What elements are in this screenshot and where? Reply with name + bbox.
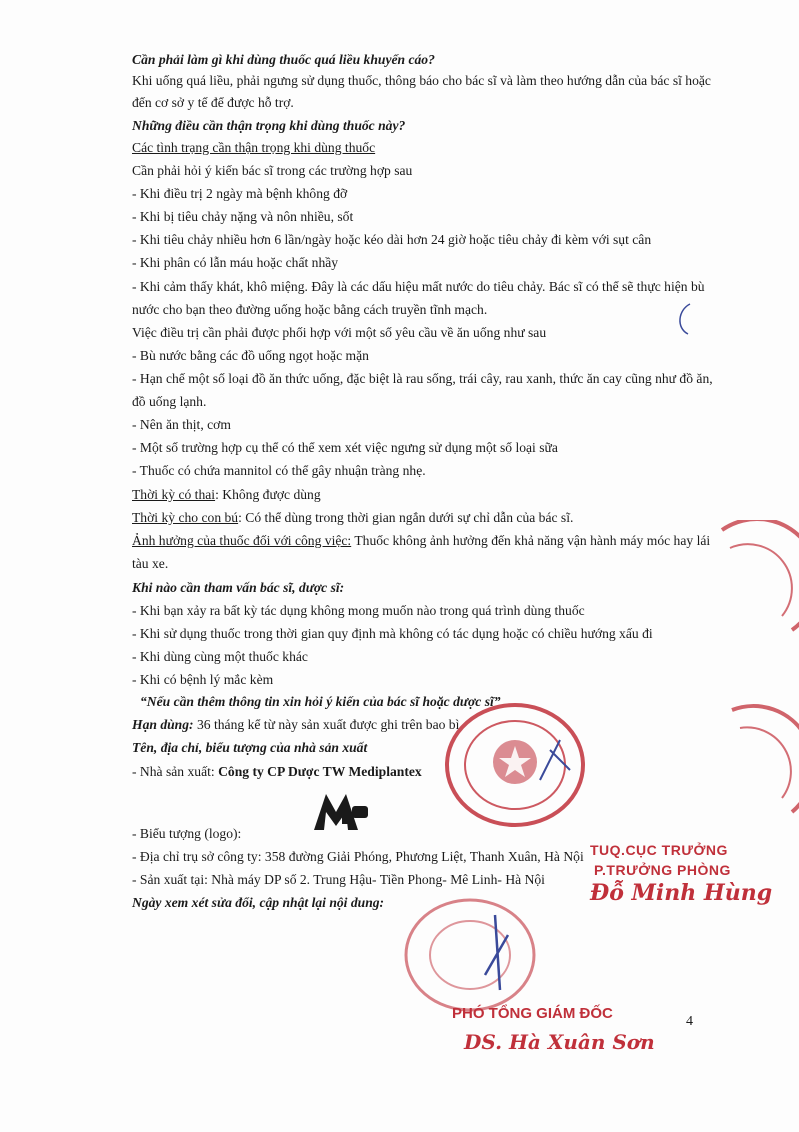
pen-mark-graphic — [670, 300, 700, 340]
caution-heading: Những điều cần thận trọng khi dùng thuốc này? — [132, 118, 406, 133]
diet-2-line-2: đồ uống lạnh. — [132, 394, 207, 409]
company-sign-title: PHÓ TỔNG GIÁM ĐỐC — [452, 1005, 613, 1022]
overdose-text-2: đến cơ sở y tế để được hỗ trợ. — [132, 95, 294, 110]
lactation-text: : Có thể dùng trong thời gian ngắn dưới sự chỉ dẫn của bác sĩ. — [238, 510, 574, 525]
consult-2: - Khi sử dụng thuốc trong thời gian quy định mà không có tác dụng hoặc có chiều hướng xấu đi — [132, 626, 653, 641]
address-line: - Địa chỉ trụ sở công ty: 358 đường Giải Phóng, Phương Liệt, Thanh Xuân, Hà Nội — [132, 849, 584, 864]
work-text: Thuốc không ảnh hưởng đến khả năng vận hành máy móc hay lái — [351, 533, 711, 548]
pregnancy-text: : Không được dùng — [215, 487, 321, 502]
overdose-heading: Cần phải làm gì khi dùng thuốc quá liều khuyến cáo? — [132, 52, 435, 67]
overdose-text-1: Khi uống quá liều, phải ngưng sử dụng thuốc, thông báo cho bác sĩ và làm theo hướng dẫn của bác sĩ hoặc — [132, 73, 711, 88]
case-2: - Khi bị tiêu chảy nặng và nôn nhiều, sốt — [132, 209, 354, 224]
diet-1: - Bù nước bằng các đồ uống ngọt hoặc mặn — [132, 348, 369, 363]
edge-seal-top-graphic — [712, 520, 799, 640]
manufacturer-name: Công ty CP Dược TW Mediplantex — [218, 764, 422, 779]
pen-mark — [670, 300, 700, 340]
work-line — [132, 533, 710, 549]
expiry-line — [132, 717, 459, 733]
diet-2-line-1: - Hạn chế một số loại đồ ăn thức uống, đặc biệt là rau sống, trái cây, rau xanh, thức ăn cay cũng như đồ ăn, — [132, 371, 713, 386]
pregnancy-line — [132, 487, 321, 503]
logo-label: - Biểu tượng (logo): — [132, 826, 242, 841]
pregnancy-label: Thời kỳ có thai — [132, 487, 216, 502]
ministry-seal — [440, 700, 590, 830]
case-1: - Khi điều trị 2 ngày mà bệnh không đỡ — [132, 186, 348, 201]
edge-seal-middle-graphic — [722, 700, 799, 820]
consult-4: - Khi có bệnh lý mắc kèm — [132, 672, 274, 687]
case-4: - Khi phân có lẫn máu hoặc chất nhầy — [132, 255, 339, 270]
mediplantex-logo — [312, 790, 370, 834]
work-line-2: tàu xe. — [132, 556, 169, 571]
lactation-label: Thời kỳ cho con bú — [132, 510, 239, 525]
diet-intro: Việc điều trị cần phải được phối hợp với một số yêu cầu về ăn uống như sau — [132, 325, 547, 340]
case-3: - Khi tiêu chảy nhiều hơn 6 lần/ngày hoặc kéo dài hơn 24 giờ hoặc tiêu chảy đi kèm với sụt cân — [132, 232, 652, 247]
lactation-line — [132, 510, 573, 526]
ministry-seal-graphic — [440, 700, 590, 830]
edge-seal-top — [712, 520, 799, 640]
company-seal-graphic — [400, 895, 540, 1015]
approval-line-1: TUQ.CỤC TRƯỞNG — [590, 842, 728, 858]
manufacturer-line — [132, 764, 422, 780]
consult-heading: Khi nào cần tham vấn bác sĩ, dược sĩ: — [132, 580, 345, 595]
caution-subheading: Các tình trạng cần thận trọng khi dùng thuốc — [132, 140, 376, 155]
ask-doctor-text: Cần phải hỏi ý kiến bác sĩ trong các trường hợp sau — [132, 163, 413, 178]
work-label: Ảnh hưởng của thuốc đối với công việc: — [132, 533, 352, 548]
manufacturer-label: - Nhà sản xuất: — [132, 764, 219, 779]
case-5-line-2: nước cho bạn theo đường uống hoặc bằng cách truyền tĩnh mạch. — [132, 302, 488, 317]
diet-3: - Nên ăn thịt, cơm — [132, 417, 231, 432]
factory-line: - Sản xuất tại: Nhà máy DP số 2. Trung Hậu- Tiền Phong- Mê Linh- Hà Nội — [132, 872, 545, 887]
approval-signer: Đỗ Minh Hùng — [590, 880, 773, 906]
company-seal — [400, 895, 540, 1015]
consult-1: - Khi bạn xảy ra bất kỳ tác dụng không mong muốn nào trong quá trình dùng thuốc — [132, 603, 585, 618]
more-info-quote: “Nếu cần thêm thông tin xin hỏi ý kiến của bác sĩ hoặc dược sĩ” — [140, 694, 501, 709]
expiry-text: 36 tháng kể từ này sản xuất được ghi trên bao bì — [193, 717, 460, 732]
case-5-line-1: - Khi cảm thấy khát, khô miệng. Đây là các dấu hiệu mất nước do tiêu chảy. Bác sĩ có thể sẽ thực hiện bù — [132, 279, 705, 294]
page-number: 4 — [686, 1014, 693, 1029]
manufacturer-heading: Tên, địa chỉ, biểu tượng của nhà sản xuất — [132, 740, 368, 755]
company-signer: DS. Hà Xuân Sơn — [464, 1030, 655, 1054]
diet-4: - Một số trường hợp cụ thể có thể xem xét việc ngưng sử dụng một số loại sữa — [132, 440, 558, 455]
logo-graphic — [312, 790, 370, 834]
expiry-label: Hạn dùng: — [132, 717, 194, 732]
edge-seal-middle — [722, 700, 799, 820]
review-date-label: Ngày xem xét sửa đổi, cập nhật lại nội dung: — [132, 895, 385, 910]
consult-3: - Khi dùng cùng một thuốc khác — [132, 649, 308, 664]
approval-line-2: P.TRƯỞNG PHÒNG — [594, 862, 731, 878]
diet-5: - Thuốc có chứa mannitol có thể gây nhuận tràng nhẹ. — [132, 463, 426, 478]
